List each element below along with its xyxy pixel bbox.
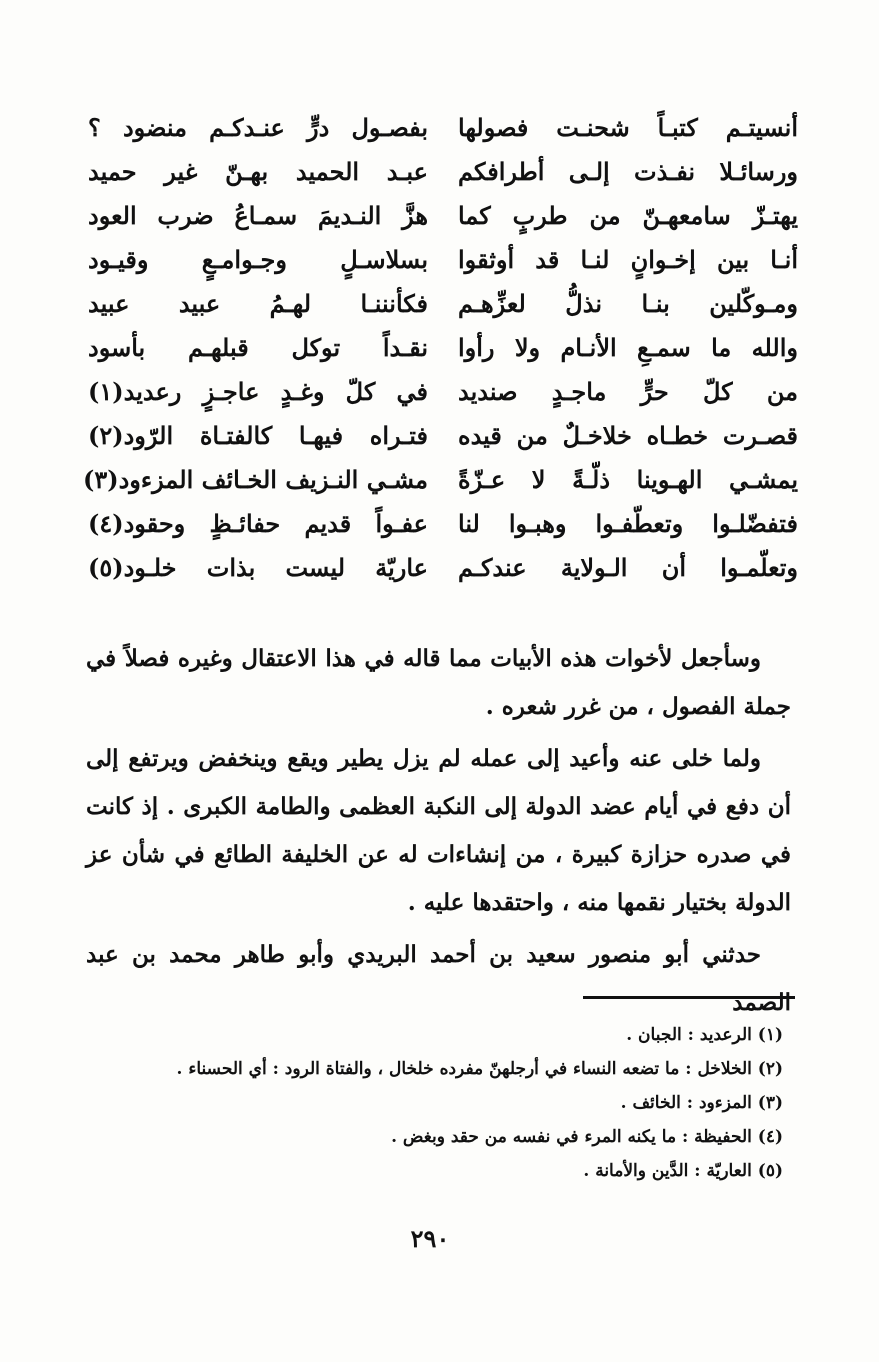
- first-hemistich: أنسيتـم كتبـاً شحنـت فصولها: [458, 113, 798, 142]
- footnote: (١) الرعديد : الجبان .: [626, 1025, 783, 1045]
- second-hemistich: في كلّ وغـدٍ عاجـزٍ رعديد(١): [88, 377, 428, 406]
- verse: [88, 106, 798, 150]
- page-number: ٢٩٠: [410, 1224, 450, 1253]
- body-paragraph: حدثني أبو منصور سعيد بن أحمد البريدي وأبو طاهر محمد بن عبد الصمد: [86, 941, 791, 1016]
- verse: [88, 150, 798, 194]
- second-hemistich: عاريّة ليست بذات خلـود(٥): [88, 553, 428, 582]
- verse: [88, 502, 798, 546]
- first-hemistich: فتفضّلـوا وتعطّفـوا وهبـوا لنا: [458, 509, 798, 538]
- first-hemistich: قصـرت خطـاه خلاخـلٌ من قيده: [458, 421, 798, 450]
- first-hemistich: والله ما سمـعِ الأنـام ولا رأوا: [458, 333, 798, 362]
- footnote: (٥) العاريّة : الدَّين والأمانة .: [583, 1161, 783, 1181]
- verse: [88, 238, 798, 282]
- verse: [88, 414, 798, 458]
- second-hemistich: بفصـول درٍّ عنـدكـم منضود ؟: [88, 113, 428, 142]
- second-hemistich: عفـواً قديم حفائـظٍ وحقود(٤): [88, 509, 428, 538]
- footnote: (٢) الخلاخل : ما تضعه النساء في أرجلهنّ مفرده خلخال ، والفتاة الرود : أي الحسناء .: [176, 1059, 783, 1079]
- first-hemistich: وتعلّمـوا أن الـولاية عندكـم: [458, 553, 798, 582]
- body-paragraph: وسأجعل لأخوات هذه الأبيات مما قاله في هذا الاعتقال وغيره فصلاً في جملة الفصول ، من غرر شعره .: [86, 645, 791, 720]
- footnote-divider: [583, 996, 795, 999]
- verse: [88, 282, 798, 326]
- verse: [88, 326, 798, 370]
- second-hemistich: مشـي النـزيف الخـائف المزءود(٣): [83, 465, 428, 494]
- footnote: (٣) المزءود : الخائف .: [620, 1093, 783, 1113]
- second-hemistich: بسلاسـلٍ وجـوامـعٍ وقيـود: [88, 245, 428, 274]
- second-hemistich: عبـد الحميد بهـنّ غير حميد: [88, 157, 428, 186]
- first-hemistich: أنـا بين إخـوانٍ لنـا قد أوثقوا: [458, 245, 798, 274]
- first-hemistich: يهتـزّ سامعهـنّ من طربٍ كما: [458, 201, 798, 230]
- verse: [88, 546, 798, 590]
- footnotes: [83, 1018, 783, 1188]
- second-hemistich: هزَّ النـديمَ سمـاعُ ضرب العود: [88, 201, 428, 230]
- verse: [88, 370, 798, 414]
- body-paragraph: ولما خلى عنه وأعيد إلى عمله لم يزل يطير ويقع وينخفض ويرتفع إلى أن دفع في أيام عضد الدولة إلى النكبة العظمى والطامة الكبرى . إذ كانت في صدره حزازة كبيرة ، من إنشاءات له عن الخليفة الطائع في شأن عز الدولة بختيار نقمها منه ، واحتقدها عليه .: [86, 745, 791, 916]
- first-hemistich: ومـوكّلين بنـا نذلُّ لعزِّهـم: [458, 289, 798, 318]
- second-hemistich: نقـداً توكل قبلهـم بأسود: [88, 333, 428, 362]
- verse: [88, 194, 798, 238]
- footnote: (٤) الحفيظة : ما يكنه المرء في نفسه من حقد وبغض .: [391, 1127, 783, 1147]
- first-hemistich: يمشـي الهـوينا ذلّـةً لا عـزّةً: [458, 465, 798, 494]
- second-hemistich: فكأنننـا لهـمُ عبيد عبيد: [88, 289, 428, 318]
- first-hemistich: من كلّ حرٍّ ماجـدٍ صنديد: [458, 377, 798, 406]
- verse: [83, 458, 798, 502]
- second-hemistich: فتـراه فيهـا كالفتـاة الرّود(٢): [88, 421, 428, 450]
- first-hemistich: ورسائـلا نفـذت إلـى أطرافكم: [458, 157, 798, 186]
